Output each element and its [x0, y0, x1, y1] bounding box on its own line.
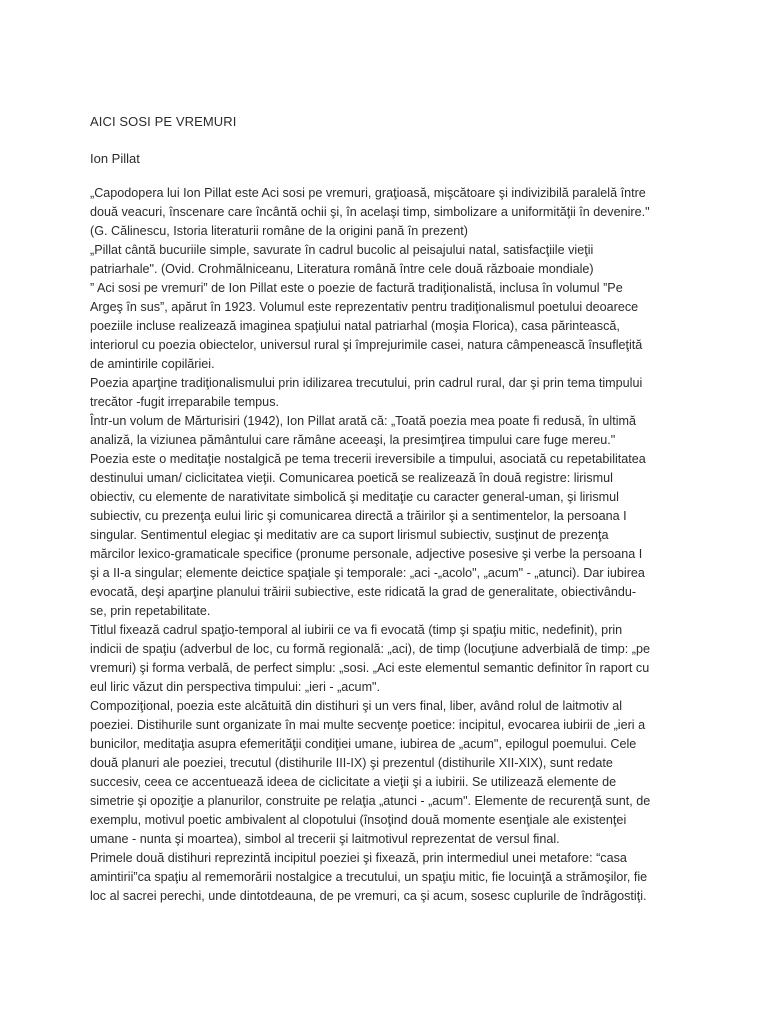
- body-line: „Capodopera lui Ion Pillat este Aci sosi pe vremuri, graţioasă, mişcătoare şi indivizibilă paralelă între: [90, 186, 646, 200]
- body-line: se, prin repetabilitate.: [90, 604, 211, 618]
- body-line: trecător -fugit irreparabile tempus.: [90, 395, 279, 409]
- body-line: ” Aci sosi pe vremuri” de Ion Pillat este o poezie de factură tradiţionalistă, inclusa în volumul ”Pe: [90, 281, 623, 295]
- document-author: Ion Pillat: [90, 151, 140, 166]
- body-line: eul liric văzut din perspectiva timpului: „ieri - „acum".: [90, 680, 381, 694]
- body-line: interiorul cu poezia obiectelor, universul rural şi împrejurimile casei, natura câmpenească însufleţită: [90, 338, 643, 352]
- document-title: AICI SOSI PE VREMURI: [90, 114, 237, 129]
- body-line: mărcilor lexico-gramaticale specifice (pronume personale, adjective posesive şi verbe la persoana I: [90, 547, 643, 561]
- body-line: umane - nunta şi moartea), simbol al trecerii şi laitmotivul reprezentat de versul final.: [90, 832, 560, 846]
- body-line: „Pillat cântă bucuriile simple, savurate în cadrul bucolic al peisajului natal, satisfacţiile vieţii: [90, 243, 594, 257]
- body-line: simetrie şi opoziţie a planurilor, construite pe relaţia „atunci - „acum". Elemente de recurenţă sunt, de: [90, 794, 651, 808]
- body-line: Poezia aparţine tradiţionalismului prin idilizarea trecutului, prin cadrul rural, dar şi prin tema timpului: [90, 376, 643, 390]
- body-line: destinului uman/ ciclicitatea vieţii. Comunicarea poetică se realizează în două registre: lirismul: [90, 471, 613, 485]
- body-line: bunicilor, meditaţia asupra efemerităţii condiţiei umane, iubirea de „acum", epilogul poemului. Cele: [90, 737, 637, 751]
- body-line: Poezia este o meditaţie nostalgică pe tema trecerii ireversibile a timpului, asociată cu repetabilitatea: [90, 452, 646, 466]
- body-line: loc al sacrei perechi, unde dintotdeauna, de pe vremuri, ca şi acum, sosesc cuplurile de îndrăgostiţi.: [90, 889, 647, 903]
- body-line: vremuri) şi forma verbală, de perfect simplu: „sosi. „Aci este elementul semantic definitor în raport cu: [90, 661, 650, 675]
- body-line: Titlul fixează cadrul spaţio-temporal al iubirii ce va fi evocată (timp şi spaţiu mitic, nedefinit), prin: [90, 623, 623, 637]
- body-line: subiectiv, cu prezenţa eului liric şi comunicarea directă a trăirilor şi a sentimentelor, la persoana I: [90, 509, 627, 523]
- body-line: (G. Călinescu, Istoria literaturii române de la origini pană în prezent): [90, 224, 468, 238]
- body-line: de amintirile copilăriei.: [90, 357, 215, 371]
- body-line: două veacuri, înscenare care încântă ochii şi, în acelaşi timp, simbolizare a uniformităţii în devenire.": [90, 205, 650, 219]
- body-line: obiectiv, cu elemente de narativitate simbolică şi meditaţie cu caracter general-uman, şi lirismul: [90, 490, 619, 504]
- body-line: patriarhale". (Ovid. Crohmălniceanu, Literatura română între cele două războaie mondiale): [90, 262, 594, 276]
- body-line: analiză, la viziunea pământului care rămâne aceeaşi, la presimţirea timpului care fuge mereu.": [90, 433, 616, 447]
- body-line: şi a II-a singular; elemente deictice spaţiale şi temporale: „aci -„acolo", „acum" - „atunci). Dar iubirea: [90, 566, 645, 580]
- body-line: succesiv, ceea ce accentuează ideea de ciclicitate a vieţii şi a iubirii. Se utilizează elemente de: [90, 775, 617, 789]
- body-line: singular. Sentimentul elegiac şi meditativ are ca suport lirismul subiectiv, susţinut de prezenţa: [90, 528, 609, 542]
- body-line: două planuri ale poeziei, trecutul (distihurile III-IX) şi prezentul (distihurile XII-XIX), sunt redate: [90, 756, 613, 770]
- body-line: Compoziţional, poezia este alcătuită din distihuri şi un vers final, liber, având rolul de laitmotiv al: [90, 699, 623, 713]
- body-line: evocată, deşi aparţine planului trăirii subiective, este ridicată la grad de generalitate, obiectivându-: [90, 585, 637, 599]
- document-body: [90, 184, 690, 906]
- body-line: Într-un volum de Mărturisiri (1942), Ion Pillat arată că: „Toată poezia mea poate fi redusă, în ultimă: [90, 414, 636, 428]
- body-line: amintirii”ca spaţiu al rememorării nostalgice a trecutului, un spaţiu mitic, fie locuinţă a strămoşilor, fie: [90, 870, 648, 884]
- body-line: poeziei. Distihurile sunt organizate în mai multe secvenţe poetice: incipitul, evocarea iubirii de „ieri a: [90, 718, 646, 732]
- body-line: poeziile incluse realizează imaginea spaţiului natal patriarhal (moşia Florica), casa părintească,: [90, 319, 620, 333]
- body-line: Argeş în sus”, apărut în 1923. Volumul este reprezentativ pentru tradiţionalismul poetului deoarece: [90, 300, 639, 314]
- body-line: Primele două distihuri reprezintă incipitul poeziei şi fixează, prin intermediul unei metafore: “casa: [90, 851, 627, 865]
- body-line: exemplu, motivul poetic ambivalent al clopotului (însoţind două momente esenţiale ale existenţei: [90, 813, 627, 827]
- body-line: indicii de spaţiu (adverbul de loc, cu formă regională: „aci), de timp (locuţiune adverbială de timp: „pe: [90, 642, 651, 656]
